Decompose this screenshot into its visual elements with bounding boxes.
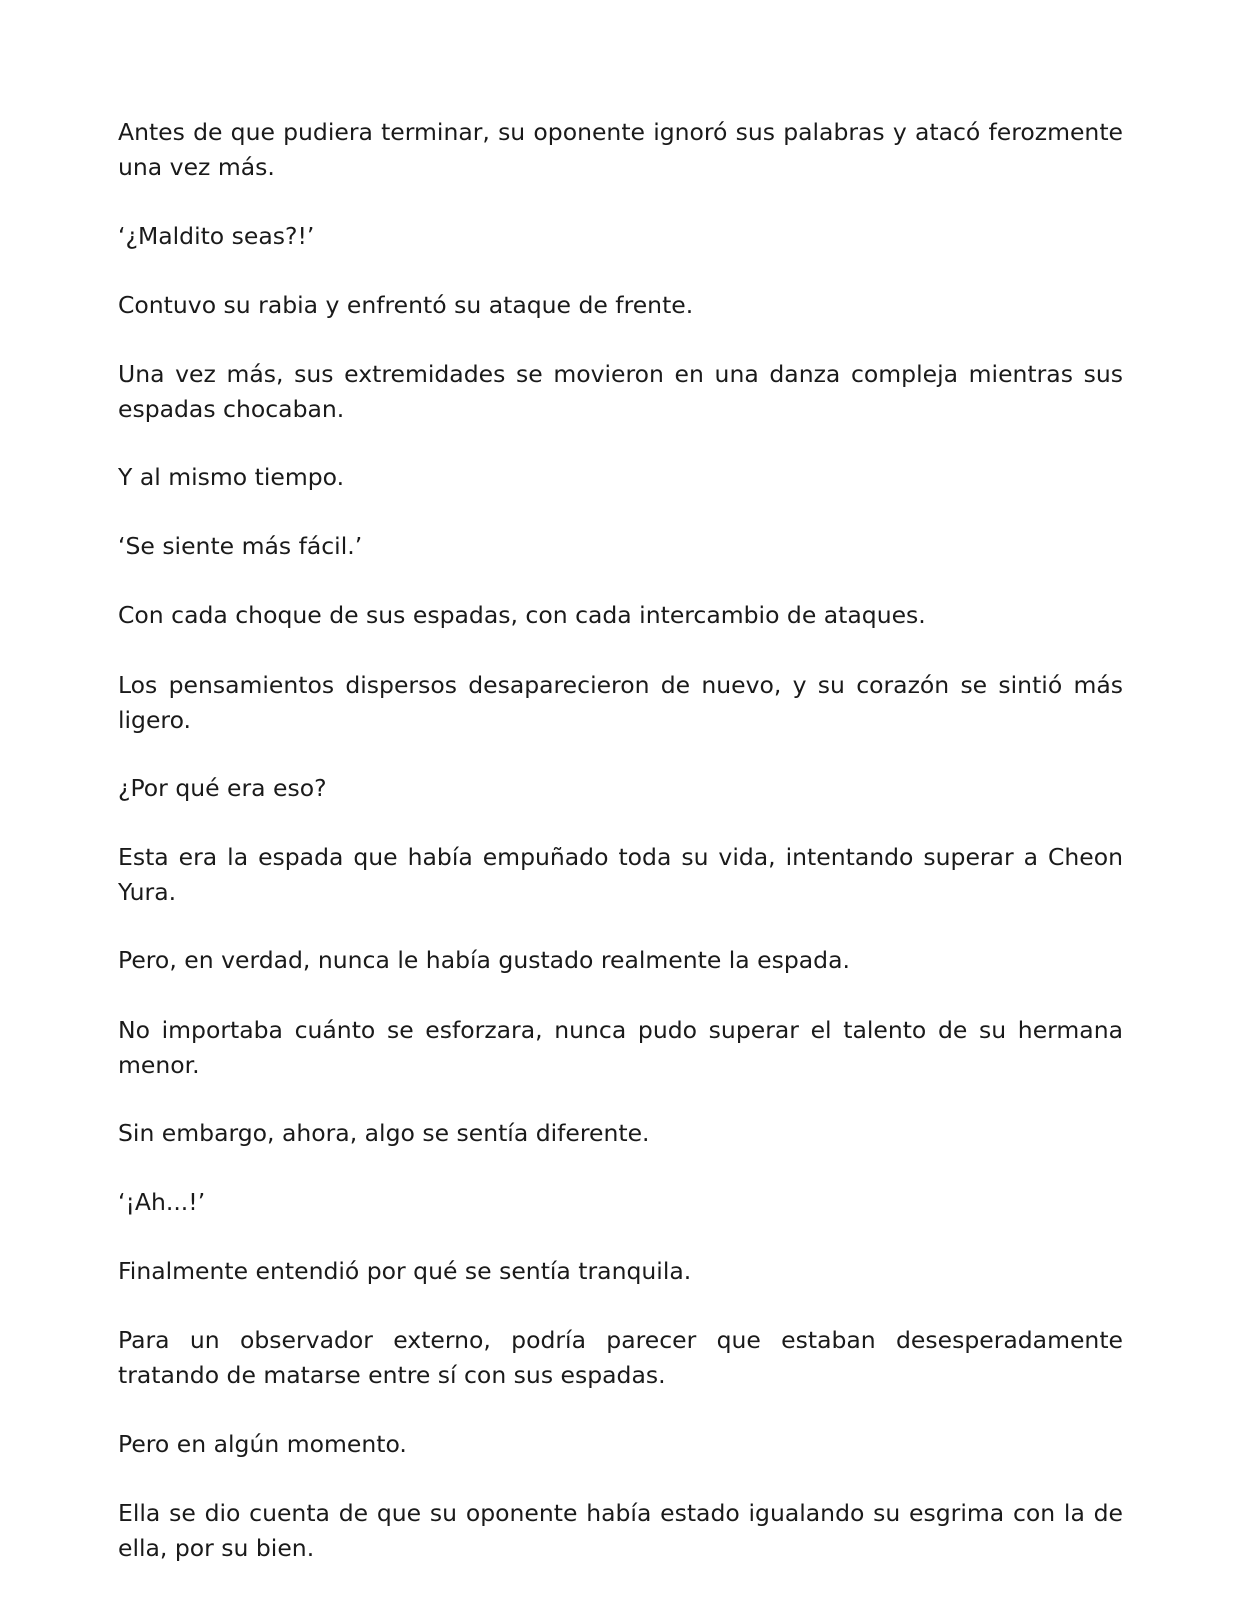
paragraph: Una vez más, sus extremidades se movieron en una danza compleja mientras sus espadas chocaban.	[118, 360, 1123, 423]
paragraph: Sin embargo, ahora, algo se sentía diferente.	[118, 1119, 650, 1147]
paragraph: Antes de que pudiera terminar, su oponente ignoró sus palabras y atacó ferozmente una vez más.	[118, 118, 1123, 181]
paragraph: ‘¿Maldito seas?!’	[118, 222, 315, 250]
paragraph: Con cada choque de sus espadas, con cada intercambio de ataques.	[118, 601, 926, 629]
paragraph: Para un observador externo, podría parecer que estaban desesperadamente tratando de matarse entre sí con sus espadas.	[118, 1326, 1123, 1389]
paragraph: No importaba cuánto se esforzara, nunca pudo superar el talento de su hermana menor.	[118, 1016, 1123, 1079]
paragraph: ¿Por qué era eso?	[118, 774, 327, 802]
paragraph: Ella se dio cuenta de que su oponente había estado igualando su esgrima con la de ella, por su bien.	[118, 1499, 1123, 1562]
paragraph: Esta era la espada que había empuñado toda su vida, intentando superar a Cheon Yura.	[118, 843, 1123, 906]
paragraph: Y al mismo tiempo.	[118, 463, 345, 491]
paragraph: Los pensamientos dispersos desaparecieron de nuevo, y su corazón se sintió más ligero.	[118, 671, 1123, 734]
paragraph: Contuvo su rabia y enfrentó su ataque de frente.	[118, 291, 694, 319]
paragraph: ‘Se siente más fácil.’	[118, 532, 363, 560]
paragraph: ‘¡Ah...!’	[118, 1188, 206, 1216]
paragraph: Pero, en verdad, nunca le había gustado realmente la espada.	[118, 946, 850, 974]
paragraph: Finalmente entendió por qué se sentía tranquila.	[118, 1257, 692, 1285]
paragraph: Pero en algún momento.	[118, 1430, 407, 1458]
